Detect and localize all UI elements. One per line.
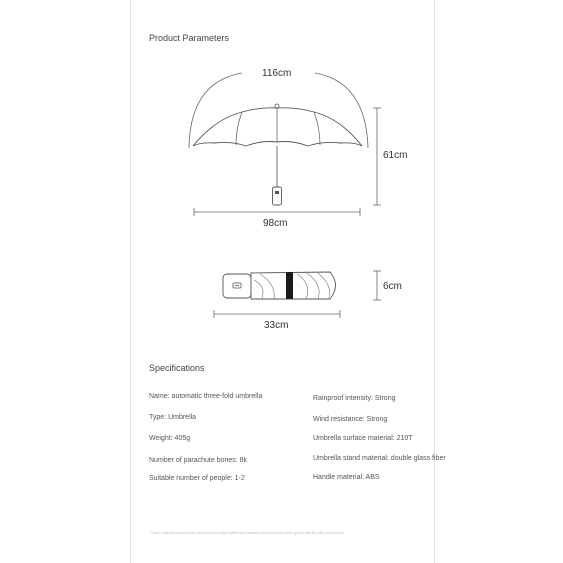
open-height-label: 61cm: [383, 150, 408, 161]
spec-rainproof: Rainproof intensity: Strong: [313, 395, 396, 402]
parameters-title: Product Parameters: [149, 33, 230, 43]
spec-type: Type: Umbrella: [149, 414, 197, 421]
spec-stand-material: Umbrella stand material: double glass fiber: [313, 455, 446, 462]
folded-length-dimension: [214, 310, 340, 318]
umbrella-handle: [273, 187, 282, 205]
specifications-title: Specifications: [149, 363, 205, 373]
open-height-dimension: [373, 108, 381, 205]
spec-wind-resistance: Wind resistance: Strong: [313, 416, 388, 423]
canopy-width-dimension: [194, 208, 360, 216]
spec-name: Name: automatic three-fold umbrella: [149, 393, 263, 400]
canopy-tip: [275, 104, 279, 108]
spec-handle-material: Handle material: ABS: [313, 474, 380, 481]
folded-height-dimension: [373, 271, 381, 300]
canopy-width-label: 98cm: [263, 218, 288, 229]
folded-length-label: 33cm: [264, 320, 289, 331]
folded-strap-band: [286, 272, 293, 299]
handle-button: [275, 191, 279, 194]
spec-suitable-people: Suitable number of people: 1-2: [149, 475, 245, 482]
folded-height-label: 6cm: [383, 281, 402, 292]
folded-canopy: [251, 272, 336, 299]
folded-umbrella: [223, 272, 336, 299]
spec-surface-material: Umbrella surface material: 210T: [313, 435, 413, 442]
spec-parachute-bones: Number of parachute bones: 8k: [149, 457, 248, 464]
spec-weight: Weight: 405g: [149, 435, 191, 442]
measurement-footnote: * Due to manual measurement, there may be slight differences between the actual size of the goods and the data size provide.: [149, 531, 345, 535]
open-umbrella-canopy: [193, 108, 362, 146]
open-width-label: 116cm: [262, 68, 292, 79]
